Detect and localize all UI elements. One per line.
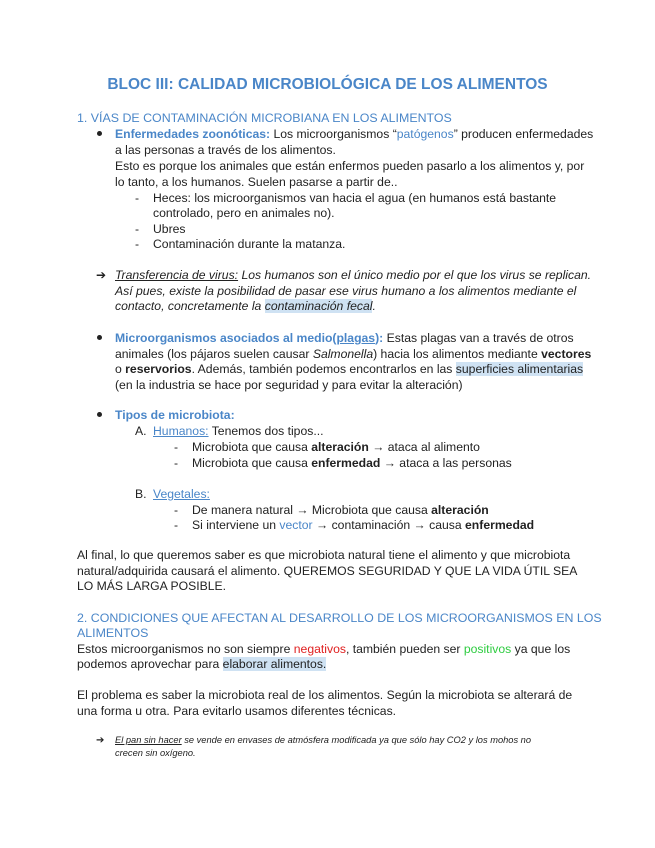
bullet-icon [97, 131, 102, 136]
text: Estos microorganismos no son siempre [77, 642, 294, 656]
heces-line-1: Heces: los microorganismos van hacia el agua (en humanos está bastante [153, 191, 557, 205]
text: Microbiota que causa [192, 456, 312, 470]
text: → contaminación → causa [312, 518, 466, 532]
s2-para-line-2 [77, 656, 326, 672]
vectores-term: vectores [541, 347, 592, 361]
medio-line-2 [115, 346, 591, 362]
text: podemos aprovechar para [77, 657, 223, 671]
matanza-item: Contaminación durante la matanza. [153, 237, 346, 251]
vegetales-line [153, 486, 210, 502]
section-1-heading: 1. VÍAS DE CONTAMINACIÓN MICROBIANA EN LOS ALIMENTOS [77, 111, 452, 125]
dash-icon: - [174, 518, 179, 532]
text: contacto, concretamente la [115, 299, 265, 313]
bullet-icon [97, 412, 102, 417]
text: ya que los [511, 642, 571, 656]
dash-icon: - [174, 456, 179, 470]
text: ) hacia los alimentos mediante [373, 347, 542, 361]
text: o [115, 362, 126, 376]
list-marker-a: A. [135, 424, 147, 438]
vegetales-label: Vegetales: [153, 487, 210, 501]
humanos-line [153, 423, 324, 439]
negativos-term: negativos [293, 642, 346, 656]
ubres-item: Ubres [153, 222, 186, 236]
text: → ataca a las personas [380, 456, 512, 470]
section-2-heading-line-2: ALIMENTOS [77, 626, 149, 640]
final-line-2: natural/adquirida causará el alimento. QUEREMOS SEGURIDAD Y QUE LA VIDA ÚTIL SEA [77, 564, 578, 578]
text: → ataca al alimento [368, 440, 480, 454]
arrow-right-icon: ➔ [96, 268, 107, 282]
reservorios-term: reservorios [125, 362, 192, 376]
tipos-label: Tipos de microbiota: [115, 408, 235, 422]
elaborar-alimentos-highlight: elaborar alimentos. [222, 657, 327, 671]
text: Microbiota que causa [192, 440, 312, 454]
list-marker-b: B. [135, 487, 147, 501]
virus-label: Transferencia de virus: [115, 268, 239, 282]
plagas-term: plagas [336, 331, 376, 345]
text: , también pueden ser [345, 642, 464, 656]
superficies-highlight: superficies alimentarias [455, 362, 584, 376]
note-line-2: crecen sin oxígeno. [115, 748, 196, 758]
virus-line-2: Así pues, existe la posibilidad de pasar ese virus humano a los alimentos mediante el [115, 284, 577, 298]
contaminacion-fecal-highlight: contaminación fecal [264, 299, 373, 313]
page-title: BLOC III: CALIDAD MICROBIOLÓGICA DE LOS ALIMENTOS [107, 76, 548, 93]
vegetales-item-2 [192, 517, 534, 533]
zoonoticas-label: Enfermedades zoonóticas: [115, 127, 271, 141]
text: se vende en envases de atmósfera modificada ya que sólo hay CO2 y los mohos no [181, 735, 532, 745]
vector-term: vector [279, 518, 313, 532]
enfermedad-term: enfermedad [465, 518, 535, 532]
bullet-icon [97, 335, 102, 340]
zoonoticas-line-2: a las personas a través de los alimentos. [115, 143, 336, 157]
text: De manera natural → Microbiota que causa [192, 503, 432, 517]
alteracion-term: alteración [311, 440, 369, 454]
humanos-item-1 [192, 439, 480, 455]
humanos-item-2 [192, 455, 512, 471]
alteracion-term: alteración [431, 503, 489, 517]
text: . [372, 299, 376, 313]
final-line-3: LO MÁS LARGA POSIBLE. [77, 579, 227, 593]
zoonoticas-line-1 [115, 126, 593, 142]
virus-line-3 [115, 298, 376, 314]
text: ): [375, 331, 384, 345]
text: Estas plagas van a través de otros [383, 331, 574, 345]
salmonella-term: Salmonella [312, 347, 374, 361]
dash-icon: - [135, 191, 140, 205]
note-line-1 [115, 734, 531, 747]
s2-para2-line-2: una forma u otra. Para evitarlo usamos diferentes técnicas. [77, 704, 397, 718]
vegetales-item-1 [192, 502, 489, 518]
text: . Además, también podemos encontrarlos en las [191, 362, 456, 376]
dash-icon: - [135, 237, 140, 251]
enfermedad-term: enfermedad [311, 456, 381, 470]
medio-line-1 [115, 330, 574, 346]
dash-icon: - [174, 440, 179, 454]
humanos-label: Humanos: [153, 424, 209, 438]
text: Los microorganismos “ [270, 127, 397, 141]
heces-line-2: controlado, pero en animales no). [153, 206, 335, 220]
text: ” producen enfermedades [453, 127, 594, 141]
medio-line-3 [115, 361, 583, 377]
text: animales (los pájaros suelen causar [115, 347, 313, 361]
text: Los humanos son el único medio por el que los virus se replican. [238, 268, 592, 282]
medio-label: Microorganismos asociados al medio( [115, 331, 337, 345]
text: Si interviene un [192, 518, 280, 532]
text: Tenemos dos tipos... [208, 424, 324, 438]
s2-para-line-1 [77, 641, 570, 657]
section-2-heading-line-1: 2. CONDICIONES QUE AFECTAN AL DESARROLLO DE LOS MICROORGANISMOS EN LOS [77, 611, 602, 625]
virus-line-1 [115, 267, 591, 283]
zoonoticas-line-3: Esto es porque los animales que están enfermos pueden pasarlo a los alimentos y, por [115, 159, 585, 173]
zoonoticas-line-4: lo tanto, a los humanos. Suelen pasarse a partir de.. [115, 175, 398, 189]
final-line-1: Al final, lo que queremos saber es que microbiota natural tiene el alimento y que microbiota [77, 548, 571, 562]
arrow-right-icon: ➔ [96, 735, 105, 746]
patogenos-term: patógenos [396, 127, 454, 141]
dash-icon: - [135, 222, 140, 236]
dash-icon: - [174, 503, 179, 517]
pan-sin-hacer-label: El pan sin hacer [115, 735, 182, 745]
s2-para2-line-1: El problema es saber la microbiota real de los alimentos. Según la microbiota se alterará de [77, 688, 573, 702]
positivos-term: positivos [463, 642, 512, 656]
medio-line-4: (en la industria se hace por seguridad y para evitar la alteración) [115, 378, 463, 392]
